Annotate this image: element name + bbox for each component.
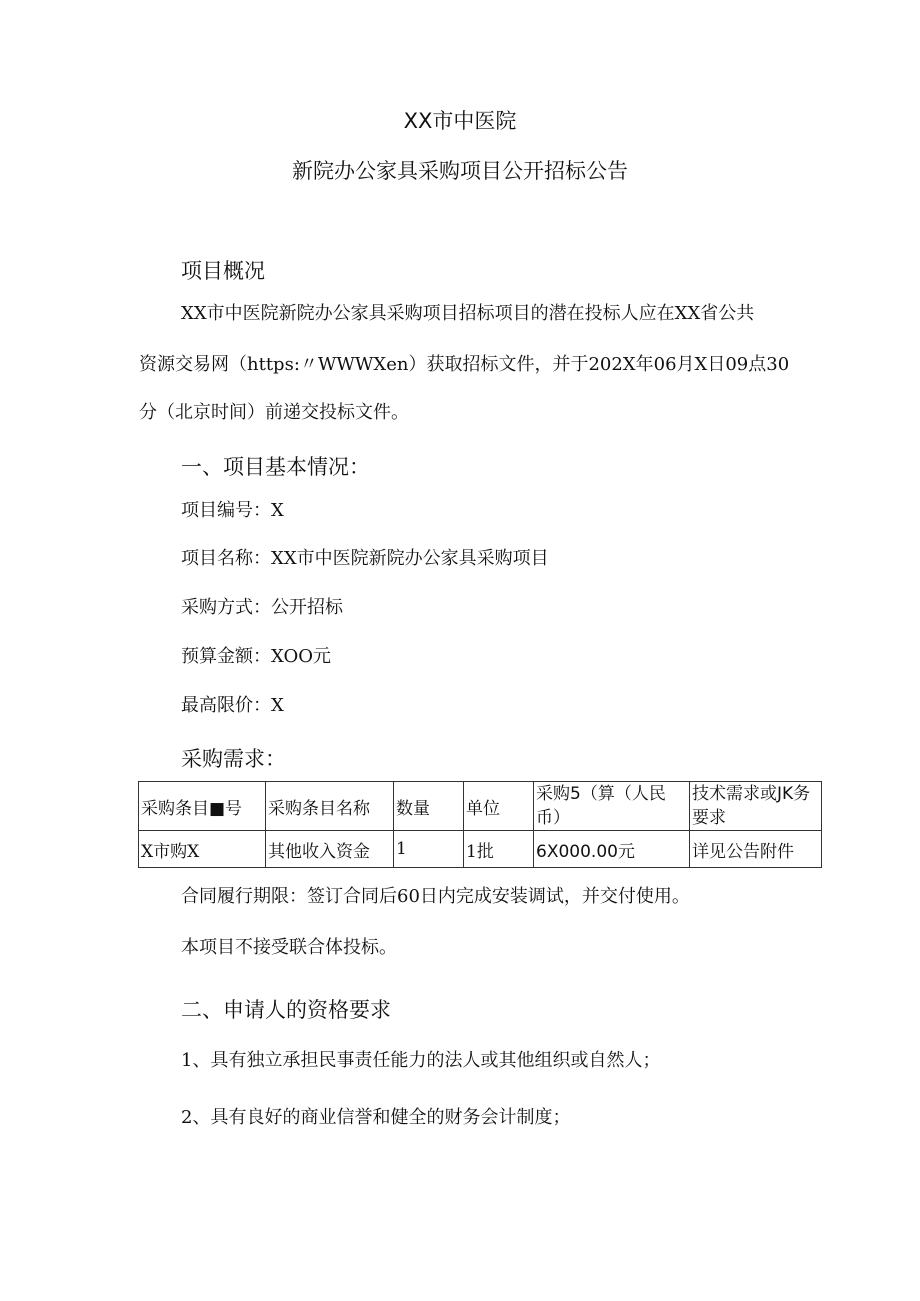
cell-requirements: 详见公告附件 xyxy=(690,831,822,868)
project-number: 项目编号：X xyxy=(181,500,284,521)
cell-unit: 1批 xyxy=(464,831,534,868)
hospital-title: XX市中医院 xyxy=(403,109,517,133)
table-row xyxy=(139,831,822,868)
requirements-heading: 采购需求： xyxy=(181,747,286,771)
overview-line-1: XX市中医院新院办公家具采购项目招标项目的潜在投标人应在XX省公共 xyxy=(181,303,755,324)
table-header-row xyxy=(139,782,822,831)
project-name: 项目名称：XX市中医院新院办公家具采购项目 xyxy=(181,548,549,569)
budget-amount: 预算金额：XOO元 xyxy=(181,646,332,667)
overview-line-3: 分（北京时间）前递交投标文件。 xyxy=(139,402,409,423)
header-requirements xyxy=(690,782,822,831)
header-quantity: 数量 xyxy=(394,782,464,831)
header-item-number: 采购条目■号 xyxy=(139,782,266,831)
consortium-note: 本项目不接受联合体投标。 xyxy=(181,937,397,958)
notice-title: 新院办公家具采购项目公开招标公告 xyxy=(292,159,628,183)
cell-item-name: 其他收入资金 xyxy=(266,831,394,868)
procurement-method: 采购方式：公开招标 xyxy=(181,597,343,618)
overview-line-2: 资源交易网（https:〃WWWXen）获取招标文件，并于202X年06月X日09点30 xyxy=(139,354,790,375)
header-unit: 单位 xyxy=(464,782,534,831)
qualification-1: 1、具有独立承担民事责任能力的法人或其他组织或自然人； xyxy=(181,1050,661,1071)
overview-heading: 项目概况 xyxy=(181,259,265,283)
header-item-name: 采购条目名称 xyxy=(266,782,394,831)
cell-budget: 6X000.00元 xyxy=(534,831,690,868)
qualification-2: 2、具有良好的商业信誉和健全的财务会计制度； xyxy=(181,1107,571,1128)
contract-period: 合同履行期限：签订合同后60日内完成安装调试，并交付使用。 xyxy=(181,886,690,907)
cell-item-number: X市购X xyxy=(139,831,266,868)
max-price: 最高限价：X xyxy=(181,695,284,716)
section1-heading: 一、项目基本情况： xyxy=(181,455,370,479)
requirements-table xyxy=(138,781,822,868)
cell-quantity: 1 xyxy=(394,831,464,868)
section2-heading: 二、申请人的资格要求 xyxy=(181,998,391,1022)
header-budget-text: 采购5（算（人民币） xyxy=(536,784,666,828)
header-requirements-text: 技术需求或JK务要求 xyxy=(692,784,811,828)
header-budget xyxy=(534,782,690,831)
